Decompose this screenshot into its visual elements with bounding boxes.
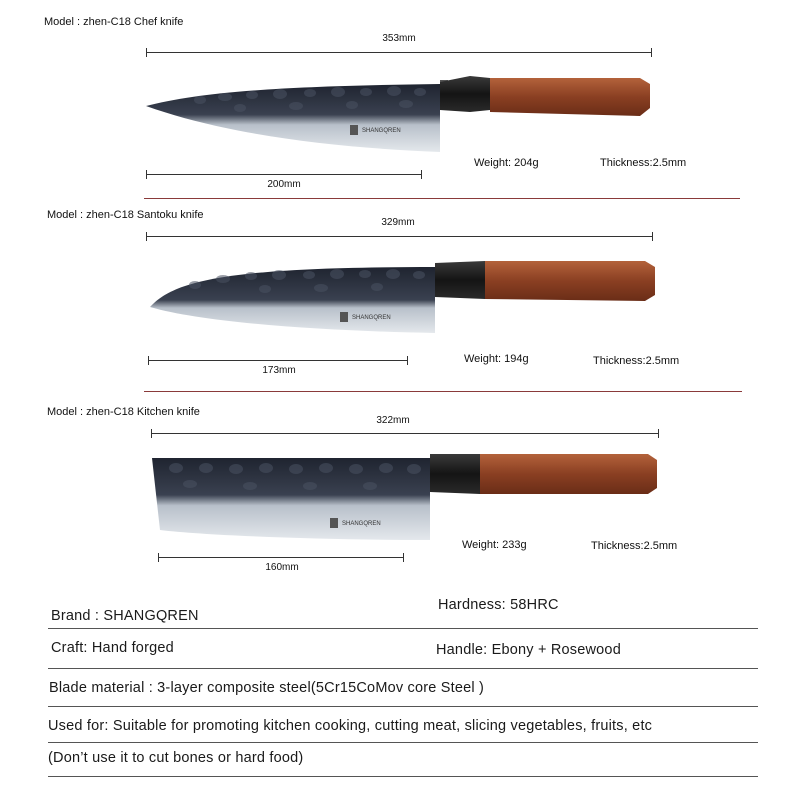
brand-logo-icon — [330, 518, 338, 528]
total-length-dimension-line — [146, 52, 652, 53]
thickness-label: Thickness:2.5mm — [591, 540, 678, 552]
knife-model-title: Model : zhen-C18 Kitchen knife — [47, 406, 200, 418]
blade-length-label: 160mm — [265, 562, 299, 573]
santoku-knife-image — [145, 255, 665, 345]
table-divider — [48, 668, 758, 669]
blade-material-spec: Blade material : 3-layer composite steel(5Cr15CoMov core Steel ) — [49, 680, 485, 696]
weight-label: Weight: 233g — [462, 539, 527, 551]
total-length-label: 353mm — [382, 33, 416, 44]
kitchen-knife-image — [150, 448, 665, 548]
blade-logo-text: SHANGQREN — [342, 521, 381, 527]
chef-knife-image — [140, 70, 660, 160]
blade-length-label: 200mm — [267, 179, 301, 190]
blade-length-dimension-line — [148, 360, 408, 361]
table-divider — [48, 628, 758, 629]
ebony-collar — [435, 261, 485, 299]
total-length-dimension-line — [146, 236, 653, 237]
brand-logo-icon — [350, 125, 358, 135]
rosewood-handle — [485, 261, 655, 301]
usage-spec: Used for: Suitable for promoting kitchen cooking, cutting meat, slicing vegetables, fruits, etc — [48, 718, 653, 734]
ebony-collar — [440, 76, 490, 112]
handle-spec: Handle: Ebony + Rosewood — [436, 642, 621, 658]
craft-spec: Craft: Hand forged — [51, 640, 174, 656]
section-divider — [144, 198, 740, 199]
blade-length-dimension-line — [158, 557, 404, 558]
table-divider — [48, 706, 758, 707]
blade-length-label: 173mm — [262, 365, 296, 376]
section-divider — [144, 391, 742, 392]
blade-length-dimension-line — [146, 174, 422, 175]
hardness-spec: Hardness: 58HRC — [438, 597, 559, 613]
blade-logo-text: SHANGQREN — [362, 128, 401, 134]
thickness-label: Thickness:2.5mm — [593, 355, 680, 367]
rosewood-handle — [490, 78, 650, 116]
weight-label: Weight: 204g — [474, 157, 539, 169]
blade-logo-text: SHANGQREN — [352, 315, 391, 321]
thickness-label: Thickness:2.5mm — [600, 157, 687, 169]
table-divider — [48, 742, 758, 743]
total-length-label: 329mm — [381, 217, 415, 228]
ebony-collar — [430, 454, 480, 494]
brand-logo-icon — [340, 312, 348, 322]
total-length-label: 322mm — [376, 415, 410, 426]
usage-warning: (Don’t use it to cut bones or hard food) — [48, 750, 304, 766]
weight-label: Weight: 194g — [464, 353, 529, 365]
rosewood-handle — [480, 454, 657, 494]
knife-model-title: Model : zhen-C18 Chef knife — [44, 16, 184, 28]
total-length-dimension-line — [151, 433, 659, 434]
knife-model-title: Model : zhen-C18 Santoku knife — [47, 209, 204, 221]
table-divider — [48, 776, 758, 777]
brand-spec: Brand : SHANGQREN — [51, 608, 199, 624]
